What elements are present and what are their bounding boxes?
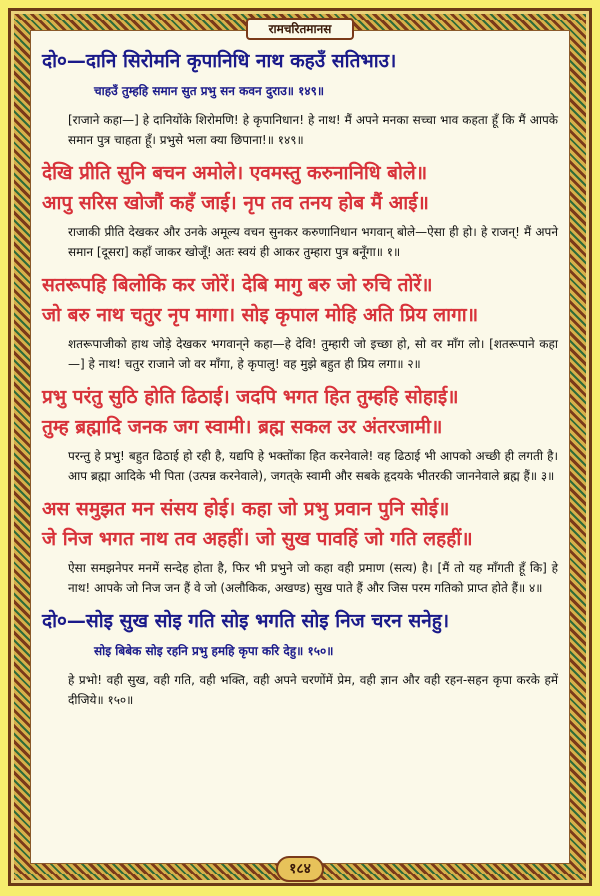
translation-text: शतरूपाजीको हाथ जोड़े देखकर भगवान्‌ने कहा—हे देवि! तुम्हारी जो इच्छा हो, सो वर माँग लो। [शतरूपाने कहा—] हे नाथ! चतुर राजाने जो वर माँगा, हे कृपालु! वह मुझे बहुत ही प्रिय लगा॥ २॥ — [68, 337, 558, 371]
doha-149 — [42, 46, 558, 106]
page-header-title: रामचरितमानस — [246, 18, 354, 40]
chaupai-line: अस समुझत मन संसय होई। कहा जो प्रभु प्रवान पुनि सोई॥ — [42, 498, 450, 520]
translation-text: परन्तु हे प्रभु! बहुत ढिठाई हो रही है, यद्यपि हे भक्तोंका हित करनेवाले! वह ढिठाई भी आपको अच्छी ही लगती है। आप ब्रह्मा आदिके भी पिता (उत्पन्न करनेवाले), जगत्‌के स्वामी और सबके हृदयके भीतरकी जाननेवाले ब्रह्म हैं॥ ३॥ — [68, 449, 558, 483]
doha-line-2: चाहउँ तुम्हहि समान सुत प्रभु सन कवन दुराउ॥ १४९॥ — [94, 84, 325, 98]
translation-paragraph — [42, 222, 558, 262]
translation-paragraph — [42, 670, 558, 710]
translation-paragraph — [42, 110, 558, 150]
translation-text: [राजाने कहा—] हे दानियोंके शिरोमणि! हे कृपानिधान! हे नाथ! मैं अपने मनका सच्चा भाव कहता हूँ कि मैं आपके समान पुत्र चाहता हूँ। प्रभुसे भला क्या छिपाना!॥ १४९॥ — [68, 113, 558, 147]
doha-150 — [42, 606, 558, 666]
translation-text: राजाकी प्रीति देखकर और उनके अमूल्य वचन सुनकर करुणानिधान भगवान् बोले—ऐसा ही हो। हे राजन्! मैं अपने समान [दूसरा] कहाँ जाकर खोजूँ! अतः स्वयं ही आकर तुम्हारा पुत्र बनूँगा॥ १॥ — [68, 225, 558, 259]
chaupai-line: आपु सरिस खोजौं कहँ जाई। नृप तव तनय होब मैं आई॥ — [42, 192, 429, 214]
chaupai-3 — [42, 382, 558, 442]
translation-paragraph — [42, 446, 558, 486]
chaupai-2 — [42, 270, 558, 330]
doha-line-1: दो०—दानि सिरोमनि कृपानिधि नाथ कहउँ सतिभाउ। — [42, 50, 397, 72]
translation-text: हे प्रभो! वही सुख, वही गति, वही भक्ति, वही अपने चरणोंमें प्रेम, वही ज्ञान और वही रहन-सहन कृपा करके हमें दीजिये॥ १५०॥ — [68, 673, 558, 707]
chaupai-line: प्रभु परंतु सुठि होति ढिठाई। जदपि भगत हित तुम्हहि सोहाई॥ — [42, 386, 459, 408]
chaupai-1 — [42, 158, 558, 218]
translation-paragraph — [42, 334, 558, 374]
verse-content — [42, 46, 558, 718]
chaupai-line: देखि प्रीति सुनि बचन अमोले। एवमस्तु करुनानिधि बोले॥ — [42, 162, 428, 184]
translation-paragraph — [42, 558, 558, 598]
chaupai-line: तुम्ह ब्रह्मादि जनक जग स्वामी। ब्रह्म सकल उर अंतरजामी॥ — [42, 416, 443, 438]
doha-line-1: दो०—सोइ सुख सोइ गति सोइ भगति सोइ निज चरन सनेहु। — [42, 610, 450, 632]
chaupai-line: जे निज भगत नाथ तव अहहीं। जो सुख पावहिं जो गति लहहीं॥ — [42, 528, 473, 550]
chaupai-4 — [42, 494, 558, 554]
translation-text: ऐसा समझनेपर मनमें सन्देह होता है, फिर भी प्रभुने जो कहा वही प्रमाण (सत्य) है। [मैं तो यह माँगती हूँ कि] हे नाथ! आपके जो निज जन हैं वे जो (अलौकिक, अखण्ड) सुख पाते हैं और जिस परम गतिको प्राप्त होते हैं॥ ४॥ — [68, 561, 558, 595]
doha-line-2: सोइ बिबेक सोइ रहनि प्रभु हमहि कृपा करि देहु॥ १५०॥ — [94, 644, 334, 658]
chaupai-line: सतरूपहि बिलोकि कर जोरें। देबि मागु बरु जो रुचि तोरें॥ — [42, 274, 433, 296]
chaupai-line: जो बरु नाथ चतुर नृप मागा। सोइ कृपाल मोहि अति प्रिय लागा॥ — [42, 304, 479, 326]
page-number: १८४ — [276, 856, 324, 882]
